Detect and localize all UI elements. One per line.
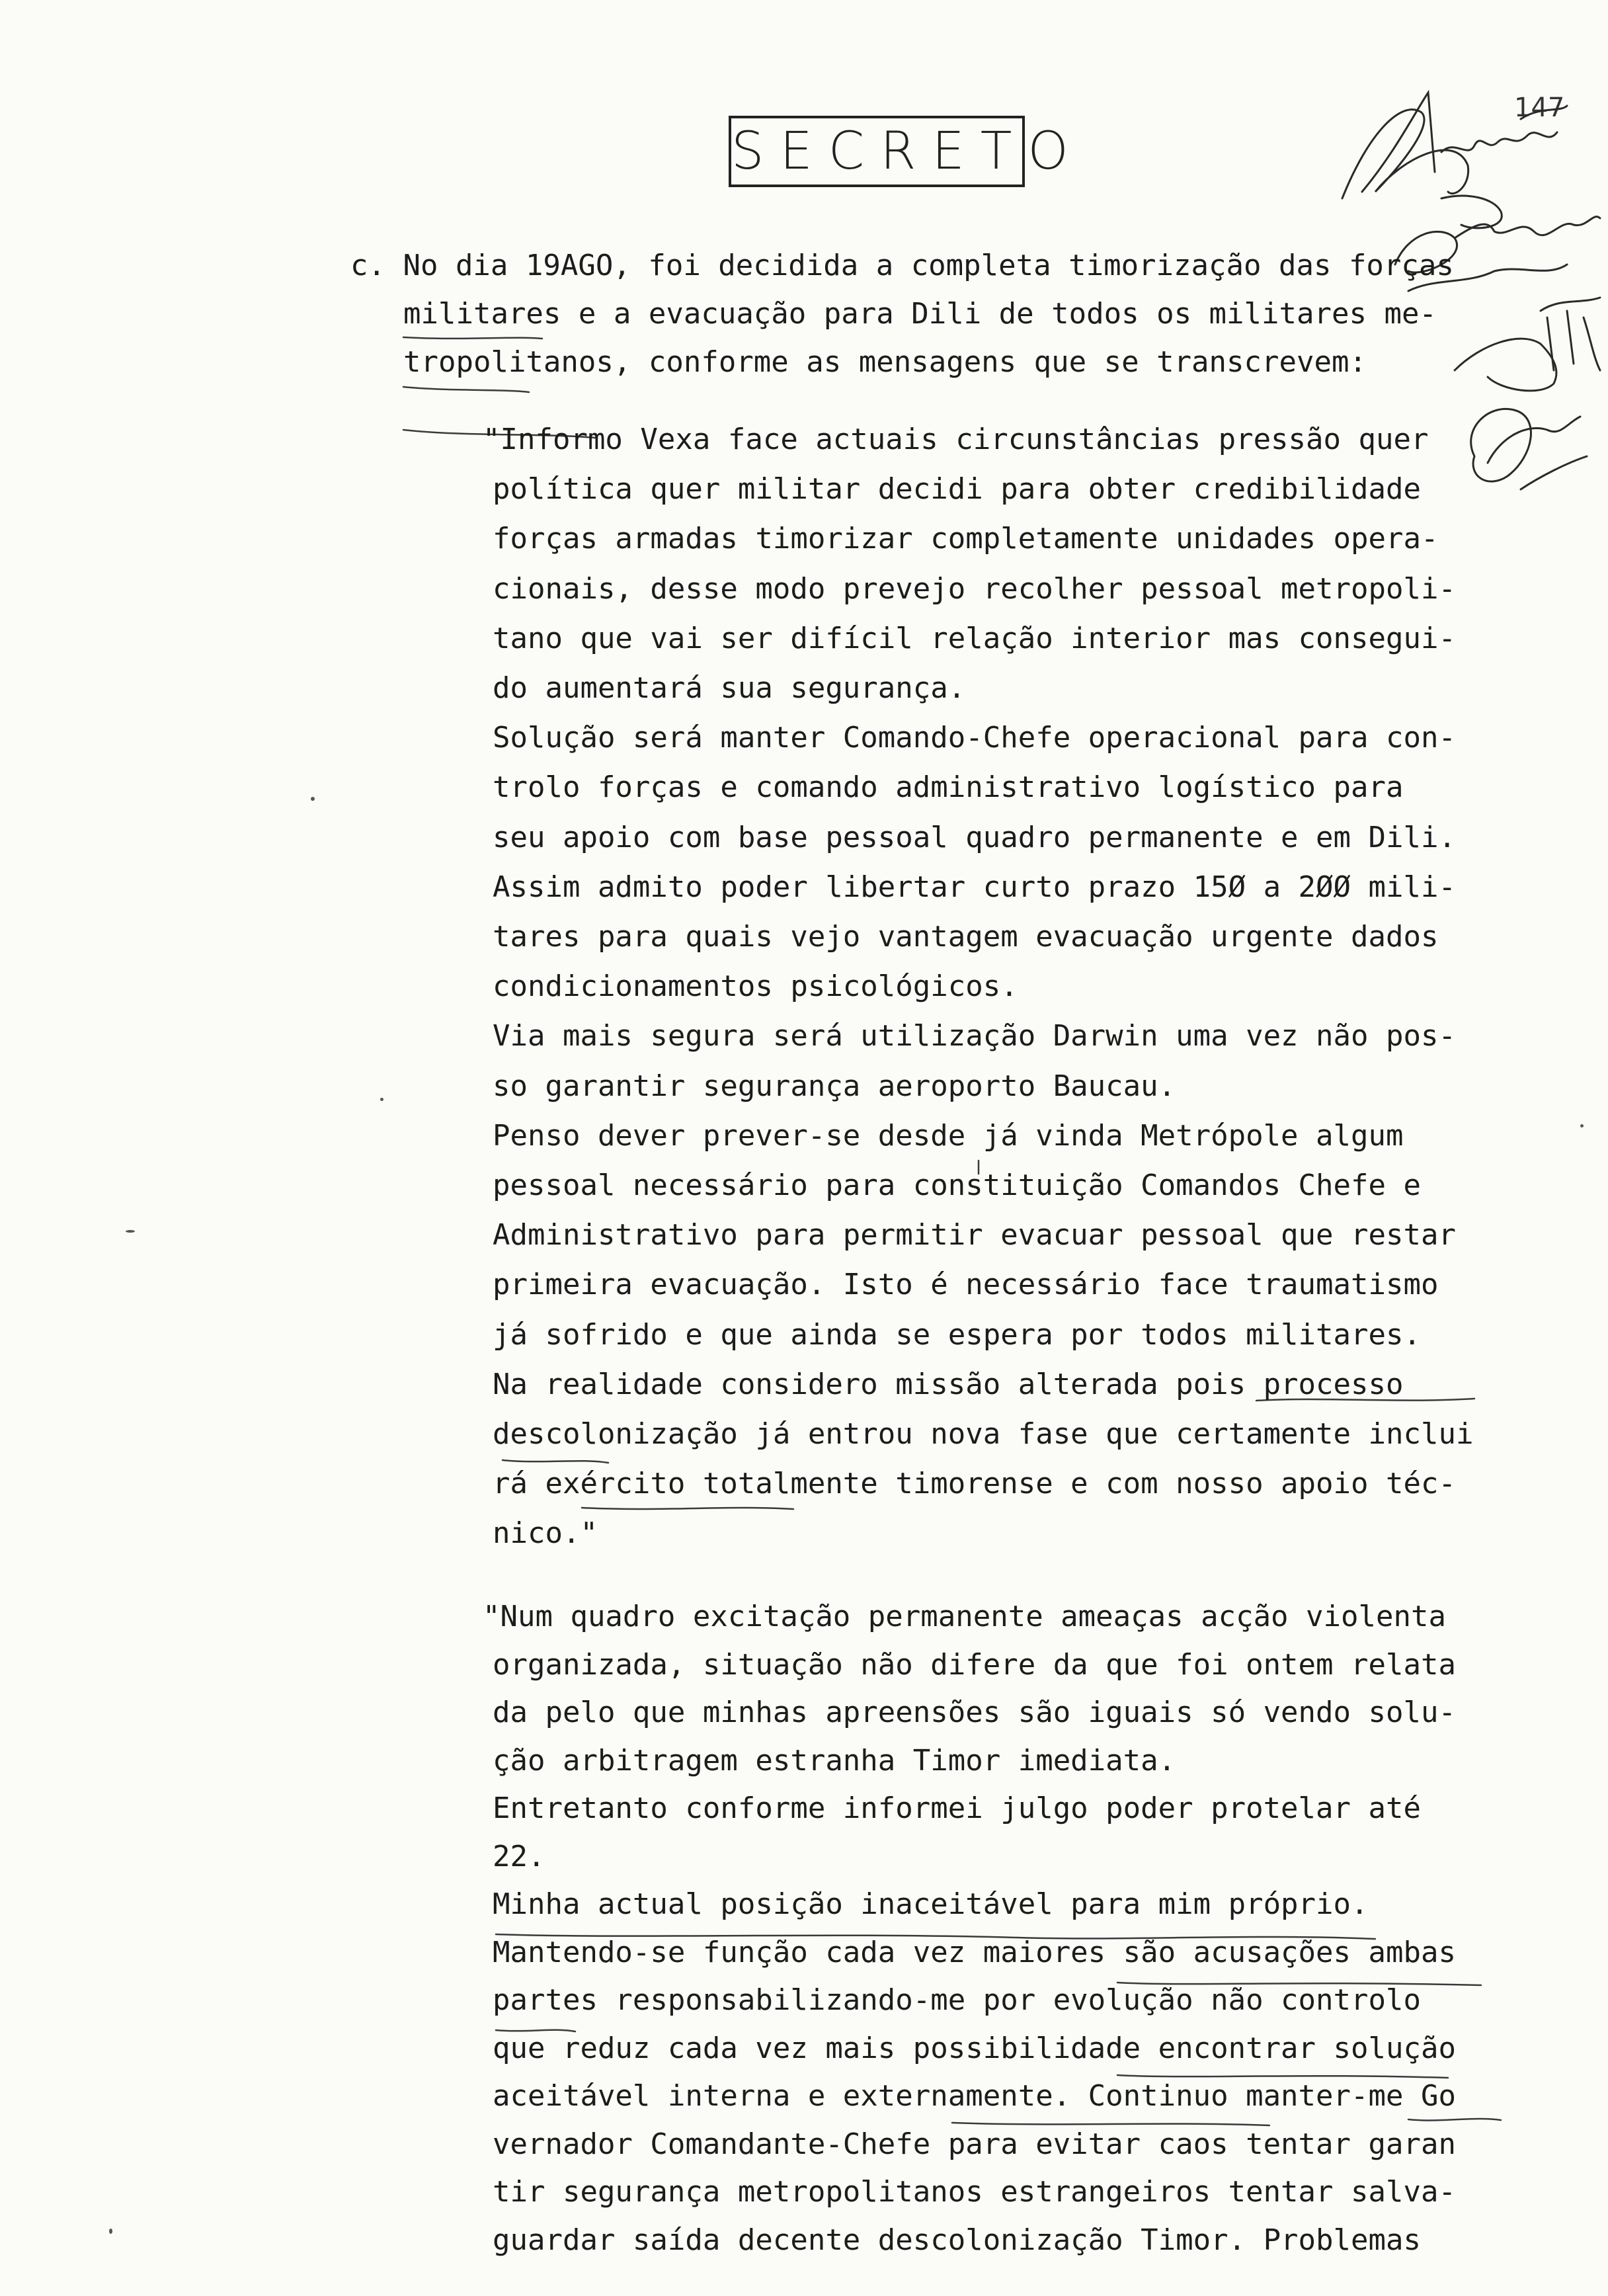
text-line: Mantendo-se função cada vez maiores são acusações ambas	[493, 1935, 1456, 1969]
text-line: descolonização já entrou nova fase que certamente inclui	[493, 1417, 1474, 1451]
secreto-stamp: SECRETO	[729, 116, 1025, 187]
text-line: Administrativo para permitir evacuar pessoal que restar	[493, 1218, 1456, 1252]
text-line: Via mais segura será utilização Darwin uma vez não pos-	[493, 1019, 1456, 1053]
scan-speck	[109, 2229, 112, 2234]
text-line: trolo forças e comando administrativo logístico para	[493, 770, 1404, 805]
scan-speck	[126, 1230, 135, 1233]
text-line: primeira evacuação. Isto é necessário face traumatismo	[493, 1268, 1439, 1302]
text-line: c. No dia 19AGO, foi decidida a completa timorização das forças	[350, 249, 1454, 282]
text-line: ção arbitragem estranha Timor imediata.	[493, 1743, 1176, 1778]
scan-speck	[380, 1098, 383, 1101]
text-line: cionais, desse modo prevejo recolher pessoal metropoli-	[493, 571, 1456, 606]
text-line: já sofrido e que ainda se espera por todos militares.	[493, 1317, 1421, 1352]
text-line: política quer militar decidi para obter credibilidade	[493, 472, 1421, 507]
text-line: pessoal necessário para constituição Comandos Chefe e	[493, 1168, 1421, 1202]
text-line: tano que vai ser difícil relação interior mas consegui-	[493, 621, 1456, 655]
text-line: Na realidade considero missão alterada pois processo	[493, 1367, 1404, 1401]
text-line: Minha actual posição inaceitável para mim próprio.	[493, 1887, 1369, 1921]
text-line: organizada, situação não difere da que foi ontem relata	[493, 1647, 1456, 1682]
text-line: vernador Comandante-Chefe para evitar caos tentar garan	[493, 2127, 1456, 2161]
scan-speck	[311, 797, 315, 801]
text-line: rá exército totalmente timorense e com nosso apoio téc-	[493, 1467, 1456, 1501]
text-line: partes responsabilizando-me por evolução não controlo	[493, 1983, 1421, 2017]
text-line: militares e a evacuação para Dili de todos os militares me-	[403, 297, 1437, 331]
text-line: so garantir segurança aeroporto Baucau.	[493, 1069, 1176, 1103]
text-line: aceitável interna e externamente. Continuo manter-me Go	[493, 2079, 1456, 2113]
page-number: 147	[1514, 93, 1565, 123]
text-line: do aumentará sua segurança.	[493, 671, 966, 705]
text-line: tropolitanos, conforme as mensagens que se transcrevem:	[403, 345, 1367, 379]
text-line: tares para quais vejo vantagem evacuação urgente dados	[493, 920, 1439, 954]
text-line: tir segurança metropolitanos estrangeiros tentar salva-	[493, 2175, 1456, 2209]
text-line: Solução será manter Comando-Chefe operacional para con-	[493, 721, 1456, 755]
text-line: que reduz cada vez mais possibilidade encontrar solução	[493, 2031, 1456, 2065]
text-line: 22.	[493, 1839, 545, 1873]
text-line: nico."	[493, 1516, 598, 1551]
text-line: Penso dever prever-se desde já vinda Metrópole algum	[493, 1118, 1404, 1153]
text-line: guardar saída decente descolonização Timor. Problemas	[493, 2223, 1421, 2257]
text-line: forças armadas timorizar completamente unidades opera-	[493, 522, 1439, 556]
text-line: Assim admito poder libertar curto prazo 15Ø a 2ØØ mili-	[493, 870, 1456, 904]
text-line: "Num quadro excitação permanente ameaças acção violenta	[483, 1600, 1446, 1633]
text-line: "Informo Vexa face actuais circunstâncias pressão quer	[483, 423, 1429, 456]
text-line: da pelo que minhas apreensões são iguais só vendo solu-	[493, 1696, 1456, 1729]
text-line: Entretanto conforme informei julgo poder protelar até	[493, 1791, 1421, 1825]
text-line: seu apoio com base pessoal quadro permanente e em Dili.	[493, 820, 1456, 854]
scan-speck	[1580, 1124, 1584, 1128]
text-line: condicionamentos psicológicos.	[493, 969, 1018, 1004]
